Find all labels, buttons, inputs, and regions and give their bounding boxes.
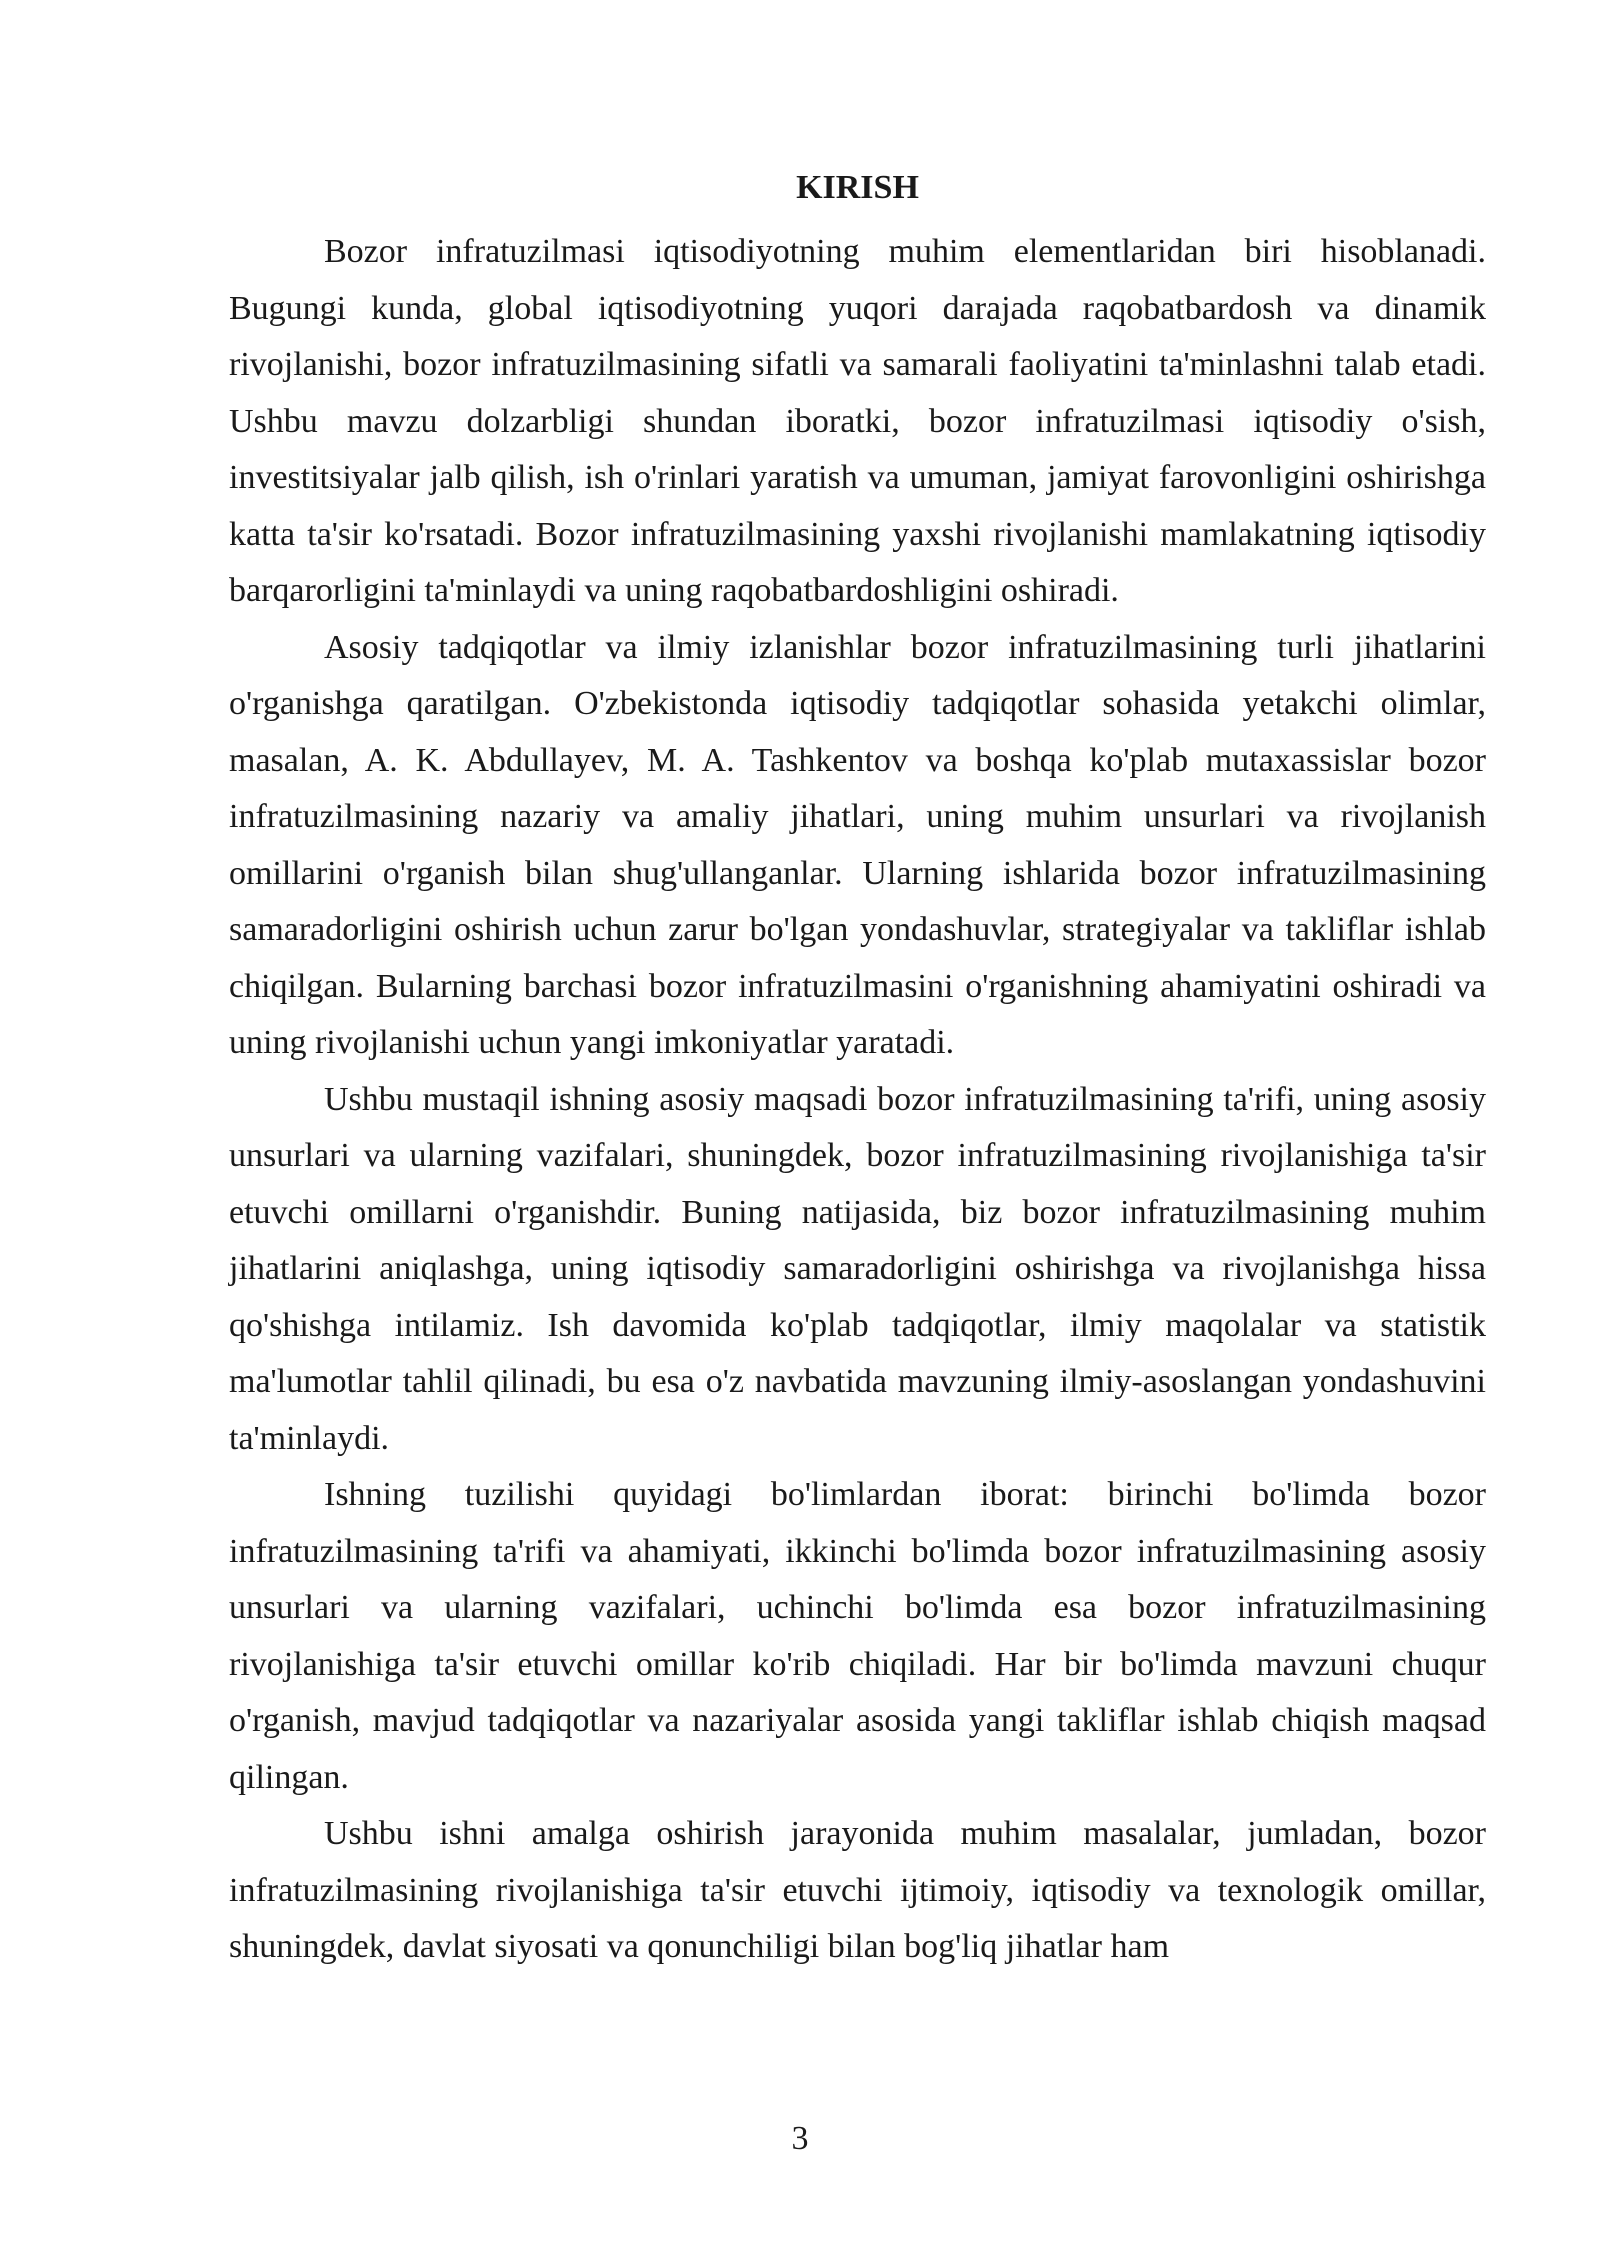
- paragraph-4: Ishning tuzilishi quyidagi bo'limlardan iborat: birinchi bo'limda bozor infratuzilmasining ta'rifi va ahamiyati, ikkinchi bo'limda bozor infratuzilmasining asosiy unsurlari va ularning vazifalari, uchinchi bo'limda esa bozor infratuzilmasining rivojlanishiga ta'sir etuvchi omillar ko'rib chiqiladi. Har bir bo'limda mavzuni chuqur o'rganish, mavjud tadqiqotlar va nazariyalar asosida yangi takliflar ishlab chiqish maqsad qilingan.: [229, 1476, 1486, 1796]
- page-title: KIRISH: [796, 169, 919, 206]
- paragraph-2: Asosiy tadqiqotlar va ilmiy izlanishlar bozor infratuzilmasining turli jihatlarini o'rganishga qaratilgan. O'zbekistonda iqtisodiy tadqiqotlar sohasida yetakchi olimlar, masalan, A. K. Abdullayev, M. A. Tashkentov va boshqa ko'plab mutaxassislar bozor infratuzilmasining nazariy va amaliy jihatlari, uning muhim unsurlari va rivojlanish omillarini o'rganish bilan shug'ullanganlar. Ularning ishlarida bozor infratuzilmasining samaradorligini oshirish uchun zarur bo'lgan yondashuvlar, strategiyalar va takliflar ishlab chiqilgan. Bularning barchasi bozor infratuzilmasini o'rganishning ahamiyatini oshiradi va uning rivojlanishi uchun yangi imkoniyatlar yaratadi.: [229, 628, 1486, 1061]
- paragraph-1: Bozor infratuzilmasi iqtisodiyotning muhim elementlaridan biri hisoblanadi. Bugungi kunda, global iqtisodiyotning yuqori darajada raqobatbardosh va dinamik rivojlanishi, bozor infratuzilmasining sifatli va samarali faoliyatini ta'minlashni talab etadi. Ushbu mavzu dolzarbligi shundan iboratki, bozor infratuzilmasi iqtisodiy o'sish, investitsiyalar jalb qilish, ish o'rinlari yaratish va umuman, jamiyat farovonligini oshirishga katta ta'sir ko'rsatadi. Bozor infratuzilmasining yaxshi rivojlanishi mamlakatning iqtisodiy barqarorligini ta'minlaydi va uning raqobatbardoshligini oshiradi.: [229, 233, 1486, 609]
- paragraph-5: Ushbu ishni amalga oshirish jarayonida muhim masalalar, jumladan, bozor infratuzilmasining rivojlanishiga ta'sir etuvchi ijtimoiy, iqtisodiy va texnologik omillar, shuningdek, davlat siyosati va qonunchiligi bilan bog'liq jihatlar ham: [229, 1815, 1486, 1965]
- page-number: 3: [791, 2120, 809, 2157]
- paragraph-3: Ushbu mustaqil ishning asosiy maqsadi bozor infratuzilmasining ta'rifi, uning asosiy unsurlari va ularning vazifalari, shuningdek, bozor infratuzilmasining rivojlanishiga ta'sir etuvchi omillarni o'rganishdir. Buning natijasida, biz bozor infratuzilmasining muhim jihatlarini aniqlashga, uning iqtisodiy samaradorligini oshirishga va rivojlanishga hissa qo'shishga intilamiz. Ish davomida ko'plab tadqiqotlar, ilmiy maqolalar va statistik ma'lumotlar tahlil qilinadi, bu esa o'z navbatida mavzuning ilmiy-asoslangan yondashuvini ta'minlaydi.: [229, 1080, 1486, 1457]
- page-content: [229, 160, 1486, 1976]
